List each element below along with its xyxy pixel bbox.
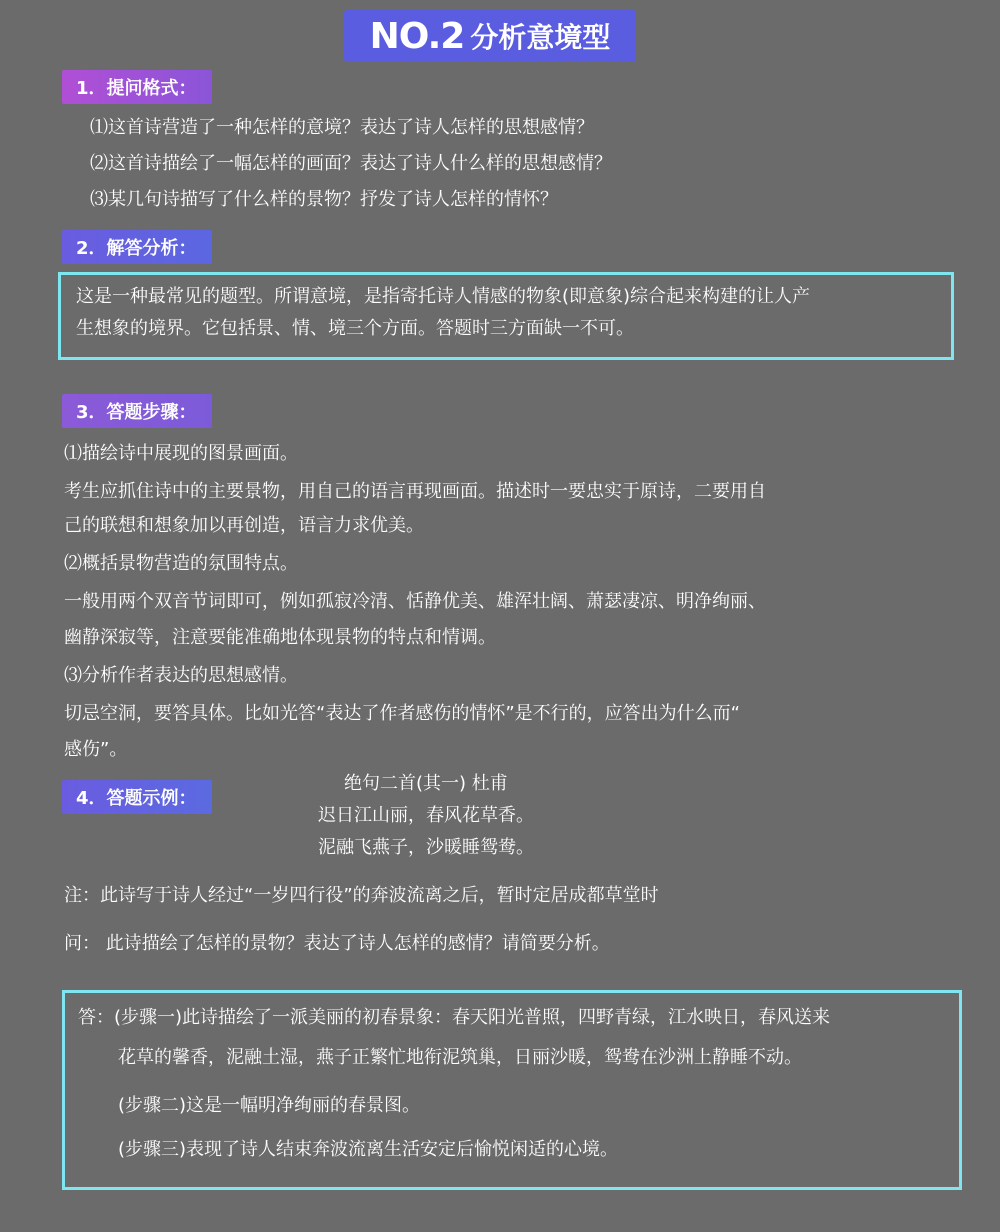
answer-line-2: 花草的馨香，泥融土湿，燕子正繁忙地衔泥筑巢，日丽沙暖，鸳鸯在沙洲上静睡不动。	[118, 1047, 802, 1068]
analysis-line-1: 这是一种最常见的题型。所谓意境，是指寄托诗人情感的物象(即意象)综合起来构建的让人产	[76, 286, 811, 307]
title-text: 分析意境型	[470, 21, 611, 54]
page-title	[344, 10, 636, 62]
section1-label: 1．提问格式：	[62, 70, 212, 104]
step-line-2: 考生应抓住诗中的主要景物，用自己的语言再现画面。描述时一要忠实于原诗，二要用自	[64, 481, 766, 502]
question-format-1: ⑴这首诗营造了一种怎样的意境？表达了诗人怎样的思想感情？	[90, 117, 594, 138]
step-line-4: ⑵概括景物营造的氛围特点。	[64, 553, 298, 574]
section4-label: 4．答题示例：	[62, 780, 212, 814]
section3-label: 3．答题步骤：	[62, 394, 212, 428]
title-prefix: NO.2	[369, 15, 465, 57]
analysis-line-2: 生想象的境界。它包括景、情、境三个方面。答题时三方面缺一不可。	[76, 318, 634, 339]
step-line-6: 幽静深寂等，注意要能准确地体现景物的特点和情调。	[64, 627, 496, 648]
step-line-1: ⑴描绘诗中展现的图景画面。	[64, 443, 298, 464]
poem-line-1: 迟日江山丽，春风花草香。	[318, 805, 534, 826]
step-line-7: ⑶分析作者表达的思想感情。	[64, 665, 298, 686]
poem-title: 绝句二首(其一) 杜甫	[344, 773, 508, 794]
step-line-3: 己的联想和想象加以再创造，语言力求优美。	[64, 515, 424, 536]
section2-label: 2．解答分析：	[62, 230, 212, 264]
poem-note: 注：此诗写于诗人经过“一岁四行役”的奔波流离之后，暂时定居成都草堂时	[64, 885, 659, 906]
answer-line-1: 答：(步骤一)此诗描绘了一派美丽的初春景象：春天阳光普照，四野青绿，江水映日，春风送来	[78, 1007, 831, 1028]
answer-line-4: (步骤三)表现了诗人结束奔波流离生活安定后愉悦闲适的心境。	[118, 1139, 619, 1160]
example-question: 问： 此诗描绘了怎样的景物？表达了诗人怎样的感情？请简要分析。	[64, 933, 610, 954]
step-line-8: 切忌空洞，要答具体。比如光答“表达了作者感伤的情怀”是不行的，应答出为什么而“	[64, 703, 740, 724]
step-line-9: 感伤”。	[64, 739, 128, 760]
question-format-3: ⑶某几句诗描写了什么样的景物？抒发了诗人怎样的情怀？	[90, 189, 558, 210]
poem-line-2: 泥融飞燕子，沙暖睡鸳鸯。	[318, 837, 534, 858]
question-format-2: ⑵这首诗描绘了一幅怎样的画面？表达了诗人什么样的思想感情？	[90, 153, 612, 174]
step-line-5: 一般用两个双音节词即可，例如孤寂冷清、恬静优美、雄浑壮阔、萧瑟凄凉、明净绚丽、	[64, 591, 766, 612]
answer-line-3: (步骤二)这是一幅明净绚丽的春景图。	[118, 1095, 421, 1116]
